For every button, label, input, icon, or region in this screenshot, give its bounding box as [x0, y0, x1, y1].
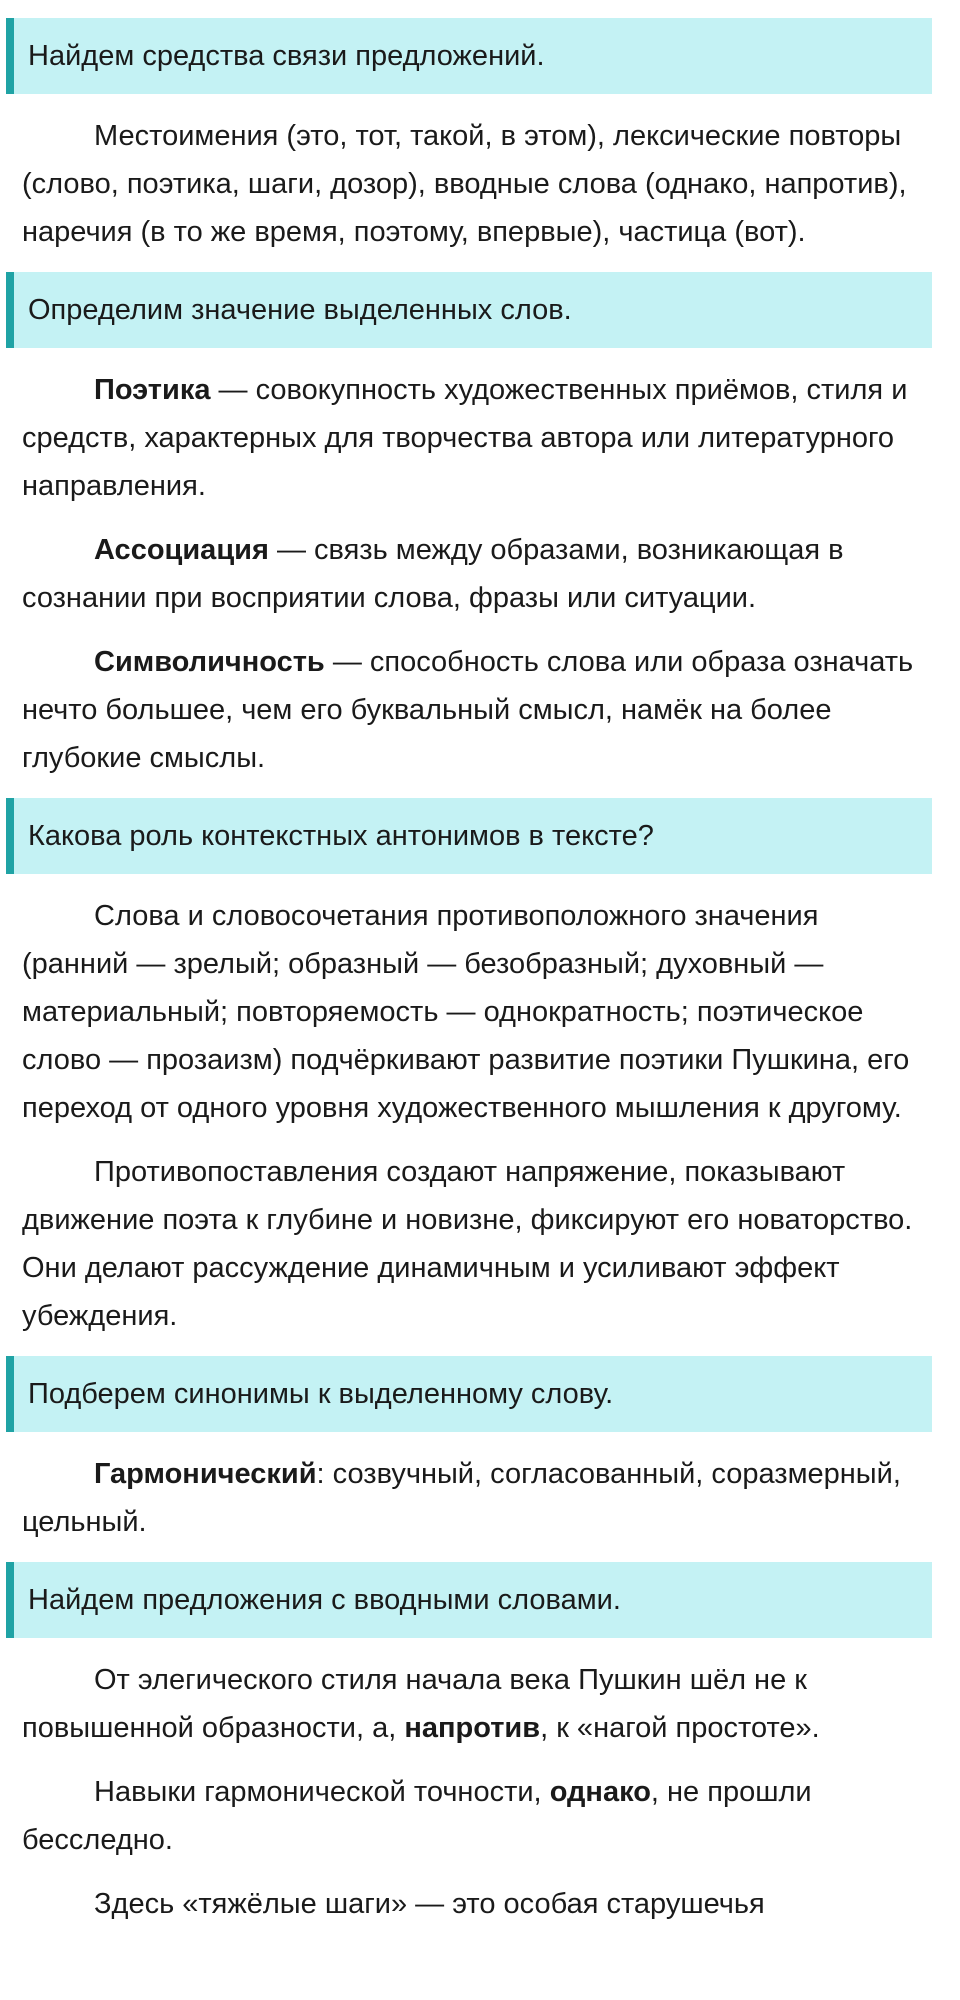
definition-text: — связь между образами, возникающая в сознании при восприятии слова, фразы или ситуации.	[22, 534, 844, 614]
paragraph: Слова и словосочетания противоположного значения (ранний — зрелый; образный — безобразный; духовный — материальный; повторяемость — однократность; поэтическое слово — прозаизм) подчёркивают развитие поэтики Пушкина, его переход от одного уровня художественного мышления к другому.	[22, 900, 910, 1124]
sentence-part: От элегического стиля начала века Пушкин шёл не к повышенной образности, а,	[22, 1664, 807, 1744]
term: Ассоциация	[94, 534, 269, 566]
synonyms-paragraph	[6, 1450, 932, 1546]
introductory-word: напротив	[404, 1712, 541, 1744]
paragraph: Здесь «тяжёлые шаги» — это особая старушечья	[94, 1888, 765, 1920]
sentence-part: , к «нагой простоте».	[540, 1712, 820, 1744]
definition-text: — совокупность художественных приёмов, стиля и средств, характерных для творчества автора или литературного направления.	[22, 374, 908, 502]
example-sentence	[6, 1656, 932, 1752]
synonyms-text: : созвучный, согласованный, соразмерный, цельный.	[22, 1458, 901, 1538]
definition-association	[6, 526, 932, 622]
section-header-synonyms: Подберем синонимы к выделенному слову.	[6, 1356, 932, 1432]
example-sentence	[6, 1768, 932, 1864]
section-header-definitions: Определим значение выделенных слов.	[6, 272, 932, 348]
sentence-part: Навыки гармонической точности,	[94, 1776, 550, 1808]
section-header-antonyms: Какова роль контекстных антонимов в тексте?	[6, 798, 932, 874]
section-header-connectors: Найдем средства связи предложений.	[6, 18, 932, 94]
definition-symbolism	[6, 638, 932, 782]
term: Гармонический	[94, 1458, 317, 1490]
term: Символичность	[94, 646, 325, 678]
introductory-word: однако	[549, 1776, 651, 1808]
paragraph: Местоимения (это, тот, такой, в этом), лексические повторы (слово, поэтика, шаги, дозор), вводные слова (однако, напротив), наречия (в то же время, поэтому, впервые), частица (вот).	[22, 120, 907, 248]
section-header-introductory-words: Найдем предложения с вводными словами.	[6, 1562, 932, 1638]
sentence-part: , не прошли бесследно.	[22, 1776, 812, 1856]
term: Поэтика	[94, 374, 211, 406]
paragraph: Противопоставления создают напряжение, показывают движение поэта к глубине и новизне, фиксируют его новаторство. Они делают рассуждение динамичным и усиливают эффект убеждения.	[22, 1156, 913, 1332]
definition-text: — способность слова или образа означать нечто большее, чем его буквальный смысл, намёк на более глубокие смыслы.	[22, 646, 914, 774]
definition-poetika	[6, 366, 932, 510]
